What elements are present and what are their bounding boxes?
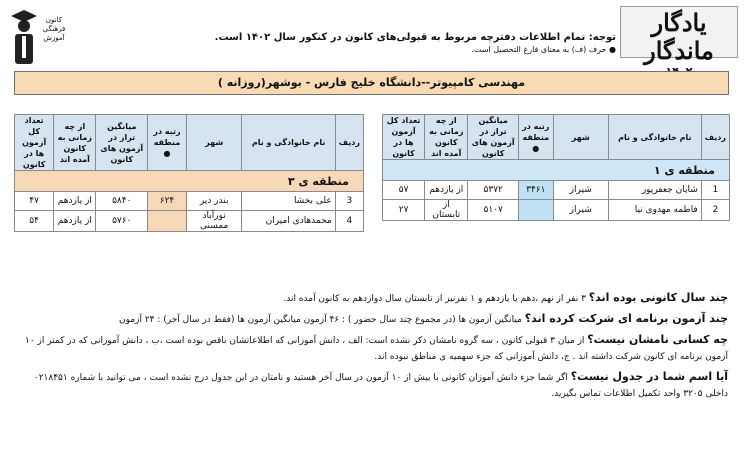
col-count: تعداد کل آزمون ها در کانون xyxy=(15,115,54,171)
col-row: ردیف xyxy=(701,115,729,160)
qa-answer: میانگین آزمون ها (در مجموع چند سال حضور ) : ۴۶ آزمون میانگین آزمون ها (فقط در سال آخر) : ۲۴ آزمون xyxy=(119,315,525,325)
qa-question: چند سال کانونی بوده اند؟ xyxy=(588,291,728,304)
brand-logo xyxy=(620,6,738,65)
qa-answer: ۳ نفر از نهم ،دهم یا یازدهم و ۱ نفرنیز از تابستان سال دوازدهم به کانون آمده اند. xyxy=(283,294,589,304)
table-row: 2 فاطمه مهدوی نیا شیراز ۵۱۰۷ از تابستان ۲۷ xyxy=(383,200,730,221)
notice-text: توجه: تمام اطلاعات دفترچه مربوط به قبولی‌های کانون در کنکور سال ۱۴۰۲ است. xyxy=(214,32,616,43)
col-avg: میانگین تراز در آزمون های کانون xyxy=(96,115,148,171)
qa-answer: اگر شما جزء دانش آموزان کانونی با بیش از ۱۰ آزمون در سال آخر هستید و نامتان در این جدول درج نشده است ، می توانید با شماره ۰۲۱۸۴۵۱ داخلی ۳۲۰۵ واحد تکمیل اطلاعات تماس بگیرید. xyxy=(33,373,728,399)
col-row: ردیف xyxy=(335,115,363,171)
kanoon-logo-text: کانون فرهنگی آموزش xyxy=(42,16,66,42)
col-rank: رتبه در منطقه ● xyxy=(148,115,187,171)
brand-title: یادگار ماندگار xyxy=(644,8,714,65)
col-since: از چه زمانی به کانون آمده اند xyxy=(425,115,468,160)
qa-question: چه کسانی نامشان نیست؟ xyxy=(587,333,728,346)
table-row: 3 علی بخشا بندر دیر ۶۲۴ ۵۸۴۰ از یازدهم ۴۷ xyxy=(15,192,364,211)
region-label: منطقه ی ۳ xyxy=(15,171,364,192)
col-count: تعداد کل آزمون ها در کانون xyxy=(383,115,425,160)
col-avg: میانگین تراز در آزمون های کانون xyxy=(468,115,519,160)
page-title: مهندسی کامپیوتر--دانشگاه خلیج فارس - بوشهر(روزانه ) xyxy=(14,71,729,95)
qa-exams xyxy=(13,311,728,328)
col-name: نام خانوادگی و نام xyxy=(608,115,701,160)
region-3-table xyxy=(14,114,364,232)
col-name: نام خانوادگی و نام xyxy=(242,115,335,171)
kanoon-logo xyxy=(8,6,70,66)
region-1-table xyxy=(382,114,730,221)
notice-subtext: ● حرف (ف) به معنای فارغ التحصیل است. xyxy=(471,45,616,54)
col-rank: رتبه در منطقه ● xyxy=(519,115,554,160)
graduate-icon xyxy=(8,6,38,66)
table-row: 1 شایان جعفرپور شیراز ۳۴۶۱ ۵۳۷۲ از یازدهم ۵۷ xyxy=(383,181,730,200)
qa-answer: از میان ۳ قبولی کانون ، سه گروه نامشان ذکر نشده است: الف ، دانش آموزانی که اطلاعاتشان ناقص بوده است ،ب ، دانش آموزانی که در کمتر از ۱۰ آزمون برنامه ای کانون شرکت داشته اند . ج، دانش آموزانی که جزء سهمیه ی مناطق نبوده اند. xyxy=(25,336,728,362)
region-label: منطقه ی ۱ xyxy=(383,160,730,181)
qa-question: چند آزمون برنامه ای شرکت کرده اند؟ xyxy=(524,312,728,325)
qa-question: آیا اسم شما در جدول نیست؟ xyxy=(570,370,728,383)
col-city: شهر xyxy=(553,115,608,160)
table-row: 4 محمدهادی امیران نورآباد ممسنی ۵۷۶۰ از یازدهم ۵۴ xyxy=(15,211,364,232)
col-city: شهر xyxy=(186,115,242,171)
qa-years xyxy=(13,290,728,307)
col-since: از چه زمانی به کانون آمده اند xyxy=(54,115,96,171)
qa-missing xyxy=(13,332,728,365)
qa-not-listed xyxy=(13,369,728,402)
